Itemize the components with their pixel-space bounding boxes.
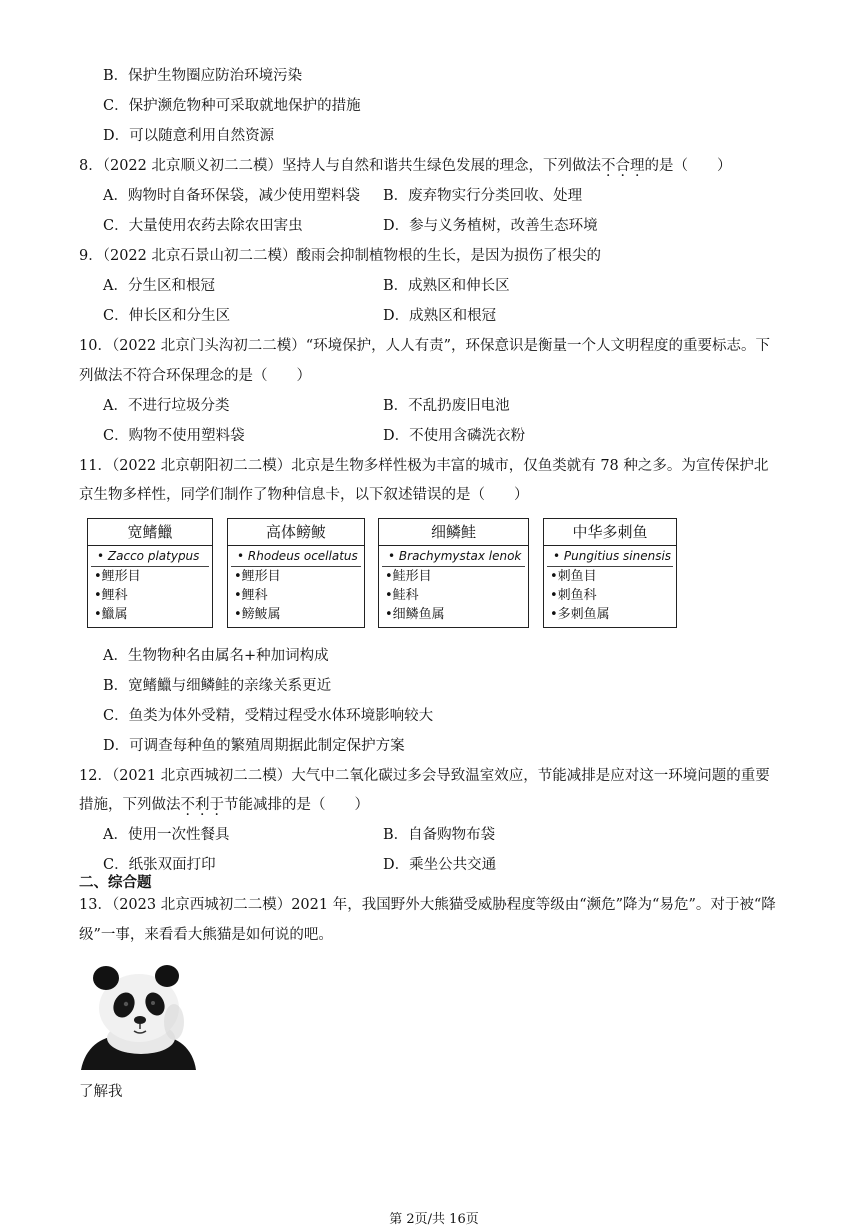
q10-option-b: B．不乱扔废旧电池: [383, 398, 510, 414]
card-title: 细鳞鲑: [379, 519, 528, 546]
question-12-line2: 措施，下列做法不利于节能减排的是（ ）: [79, 797, 369, 813]
card-family: •刺鱼科: [550, 588, 597, 603]
page-footer: 第 2页/共 16页: [389, 1212, 479, 1227]
card-genus: •细鳞鱼属: [385, 607, 445, 622]
q11-option-a: A．生物物种名由属名+种加词构成: [103, 648, 329, 664]
card-title: 宽鳍鱲: [88, 519, 212, 546]
q10-option-a: A．不进行垃圾分类: [103, 398, 230, 414]
card-title: 中华多刺鱼: [544, 519, 676, 546]
card-scientific-name: • Pungitius sinensis: [547, 546, 673, 567]
q10-option-c: C．购物不使用塑料袋: [103, 428, 245, 444]
question-12-line1: 12．（2021 北京西城初二二模）大气中二氧化碳过多会导致温室效应，节能减排是应对这一环境问题的重要: [79, 768, 770, 784]
q12-option-b: B．自备购物布袋: [383, 827, 496, 843]
panda-photo: [79, 962, 197, 1070]
q8-option-d: D．参与义务植树，改善生态环境: [383, 218, 598, 234]
question-8: 8．（2022 北京顺义初二二模）坚持人与自然和谐共生绿色发展的理念，下列做法不合理的是（ ）: [79, 158, 732, 174]
card-order: •鲤形目: [234, 569, 281, 584]
q8-option-b: B．废弃物实行分类回收、处理: [383, 188, 583, 204]
option-c: C．保护濒危物种可采取就地保护的措施: [103, 98, 361, 114]
card-order: •鲑形目: [385, 569, 432, 584]
question-13-line1: 13．（2023 北京西城初二二模）2021 年，我国野外大熊猫受威胁程度等级由“濒危”降为“易危”。对于被“降: [79, 897, 776, 913]
species-card-1: [87, 518, 213, 628]
question-10-line1: 10．（2022 北京门头沟初二二模）“环境保护，人人有责”，环保意识是衡量一个人文明程度的重要标志。下: [79, 338, 771, 354]
q10-option-d: D．不使用含磷洗衣粉: [383, 428, 526, 444]
q12-option-a: A．使用一次性餐具: [103, 827, 230, 843]
card-order: •鲤形目: [94, 569, 141, 584]
q9-option-b: B．成熟区和伸长区: [383, 278, 510, 294]
question-13-line2: 级”一事，来看看大熊猫是如何说的吧。: [79, 927, 333, 943]
question-11-line1: 11．（2022 北京朝阳初二二模）北京是生物多样性极为丰富的城市，仅鱼类就有 78 种之多。为宣传保护北: [79, 458, 769, 474]
option-d: D．可以随意利用自然资源: [103, 128, 275, 144]
q12-option-c: C．纸张双面打印: [103, 857, 216, 873]
image-caption: 了解我: [79, 1084, 123, 1100]
q11-option-b: B．宽鳍鱲与细鳞鲑的亲缘关系更近: [103, 678, 332, 694]
question-11-line2: 京生物多样性，同学们制作了物种信息卡，以下叙述错误的是（ ）: [79, 487, 529, 503]
q11-option-d: D．可调查每种鱼的繁殖周期据此制定保护方案: [103, 738, 405, 754]
section-heading: 二、综合题: [79, 875, 152, 891]
question-10-line2: 列做法不符合环保理念的是（ ）: [79, 368, 311, 384]
q11-option-c: C．鱼类为体外受精，受精过程受水体环境影响较大: [103, 708, 434, 724]
card-scientific-name: • Rhodeus ocellatus: [231, 546, 361, 567]
card-order: •刺鱼目: [550, 569, 597, 584]
card-family: •鲤科: [94, 588, 128, 603]
card-scientific-name: • Zacco platypus: [91, 546, 209, 567]
question-9: 9．（2022 北京石景山初二二模）酸雨会抑制植物根的生长，是因为损伤了根尖的: [79, 248, 601, 264]
card-genus: •多刺鱼属: [550, 607, 610, 622]
q8-option-c: C．大量使用农药去除农田害虫: [103, 218, 303, 234]
card-genus: •鳑鲏属: [234, 607, 281, 622]
q12-option-d: D．乘坐公共交通: [383, 857, 497, 873]
card-genus: •鱲属: [94, 607, 128, 622]
card-title: 高体鳑鲏: [228, 519, 364, 546]
option-b: B．保护生物圈应防治环境污染: [103, 68, 303, 84]
q9-option-d: D．成熟区和根冠: [383, 308, 497, 324]
card-family: •鲤科: [234, 588, 268, 603]
q9-option-c: C．伸长区和分生区: [103, 308, 231, 324]
species-card-2: [227, 518, 365, 628]
card-family: •鲑科: [385, 588, 419, 603]
species-card-4: [543, 518, 677, 628]
species-card-3: [378, 518, 529, 628]
q9-option-a: A．分生区和根冠: [103, 278, 215, 294]
card-scientific-name: • Brachymystax lenok: [382, 546, 525, 567]
q8-option-a: A．购物时自备环保袋，减少使用塑料袋: [103, 188, 360, 204]
